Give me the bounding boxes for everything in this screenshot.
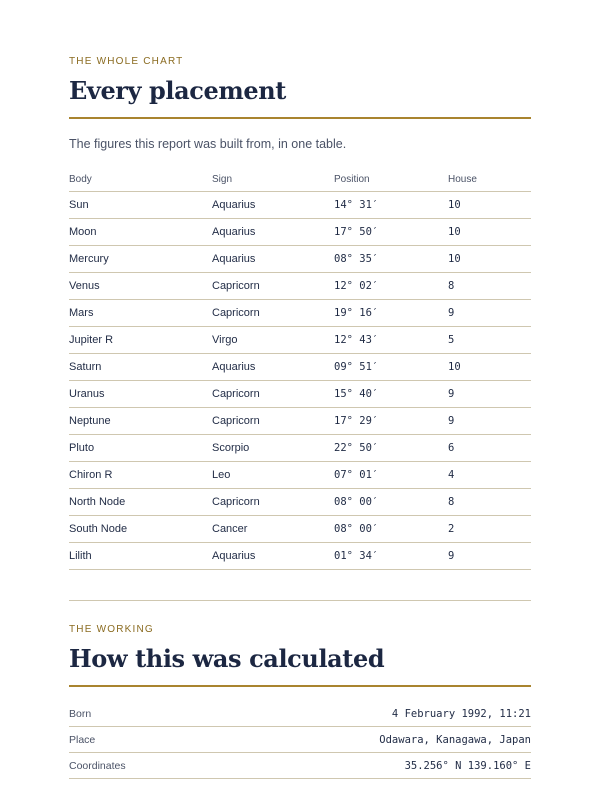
cell-body: Chiron R (69, 462, 212, 489)
cell-sign: Aquarius (212, 219, 334, 246)
cell-house: 8 (448, 273, 531, 300)
detail-label: Born (69, 701, 195, 727)
table-row (69, 543, 531, 570)
cell-body: Mercury (69, 246, 212, 273)
cell-house: 6 (448, 435, 531, 462)
cell-body: Uranus (69, 381, 212, 408)
table-row (69, 516, 531, 543)
cell-position: 17° 29′ (334, 408, 448, 435)
section-kicker: THE WORKING (69, 624, 154, 635)
cell-sign: Capricorn (212, 489, 334, 516)
cell-position: 08° 00′ (334, 489, 448, 516)
cell-position: 17° 50′ (334, 219, 448, 246)
cell-house: 9 (448, 408, 531, 435)
cell-sign: Capricorn (212, 381, 334, 408)
table-row (69, 435, 531, 462)
table-row (69, 753, 531, 779)
placements-table (69, 167, 531, 570)
cell-house: 8 (448, 489, 531, 516)
cell-body: Saturn (69, 354, 212, 381)
cell-position: 15° 40′ (334, 381, 448, 408)
section-kicker: THE WHOLE CHART (69, 56, 184, 67)
cell-sign: Capricorn (212, 300, 334, 327)
table-row (69, 273, 531, 300)
table-row (69, 408, 531, 435)
column-header-body: Body (69, 167, 212, 192)
section-intro: The figures this report was built from, in one table. (69, 137, 347, 151)
detail-label: Coordinates (69, 753, 195, 779)
working-table (69, 701, 531, 779)
cell-house: 10 (448, 219, 531, 246)
cell-body: Jupiter R (69, 327, 212, 354)
cell-house: 9 (448, 543, 531, 570)
cell-house: 9 (448, 381, 531, 408)
column-header-house: House (448, 167, 531, 192)
detail-value: 4 February 1992, 11:21 (195, 701, 531, 727)
table-row (69, 381, 531, 408)
detail-value: Odawara, Kanagawa, Japan (195, 727, 531, 753)
report-content (69, 56, 531, 779)
cell-sign: Capricorn (212, 273, 334, 300)
cell-house: 10 (448, 246, 531, 273)
section-divider (69, 600, 531, 601)
cell-house: 9 (448, 300, 531, 327)
cell-position: 01° 34′ (334, 543, 448, 570)
cell-position: 07° 01′ (334, 462, 448, 489)
detail-label: Place (69, 727, 195, 753)
cell-body: Lilith (69, 543, 212, 570)
table-row (69, 489, 531, 516)
cell-house: 2 (448, 516, 531, 543)
cell-body: North Node (69, 489, 212, 516)
cell-position: 12° 43′ (334, 327, 448, 354)
cell-house: 4 (448, 462, 531, 489)
table-row (69, 300, 531, 327)
table-row (69, 192, 531, 219)
cell-position: 08° 00′ (334, 516, 448, 543)
working-section (69, 624, 531, 779)
cell-body: Moon (69, 219, 212, 246)
cell-body: Sun (69, 192, 212, 219)
table-row (69, 354, 531, 381)
cell-sign: Virgo (212, 327, 334, 354)
cell-position: 09° 51′ (334, 354, 448, 381)
cell-position: 14° 31′ (334, 192, 448, 219)
cell-body: Mars (69, 300, 212, 327)
placements-section (69, 56, 531, 570)
title-divider (69, 685, 531, 687)
cell-sign: Capricorn (212, 408, 334, 435)
table-row (69, 327, 531, 354)
column-header-position: Position (334, 167, 448, 192)
section-title: How this was calculated (69, 644, 385, 673)
cell-position: 22° 50′ (334, 435, 448, 462)
table-row (69, 246, 531, 273)
cell-position: 12° 02′ (334, 273, 448, 300)
cell-house: 10 (448, 192, 531, 219)
placements-table-body (69, 192, 531, 570)
cell-body: Neptune (69, 408, 212, 435)
cell-sign: Aquarius (212, 543, 334, 570)
cell-sign: Aquarius (212, 192, 334, 219)
cell-body: Venus (69, 273, 212, 300)
title-divider (69, 117, 531, 119)
column-header-sign: Sign (212, 167, 334, 192)
table-header-row (69, 167, 531, 192)
table-row (69, 462, 531, 489)
cell-sign: Aquarius (212, 246, 334, 273)
cell-sign: Cancer (212, 516, 334, 543)
working-table-body (69, 701, 531, 779)
cell-body: South Node (69, 516, 212, 543)
cell-sign: Scorpio (212, 435, 334, 462)
cell-position: 08° 35′ (334, 246, 448, 273)
cell-sign: Leo (212, 462, 334, 489)
table-row (69, 219, 531, 246)
cell-body: Pluto (69, 435, 212, 462)
section-title: Every placement (69, 76, 286, 105)
cell-house: 10 (448, 354, 531, 381)
cell-position: 19° 16′ (334, 300, 448, 327)
table-row (69, 701, 531, 727)
cell-sign: Aquarius (212, 354, 334, 381)
table-row (69, 727, 531, 753)
detail-value: 35.256° N 139.160° E (195, 753, 531, 779)
cell-house: 5 (448, 327, 531, 354)
